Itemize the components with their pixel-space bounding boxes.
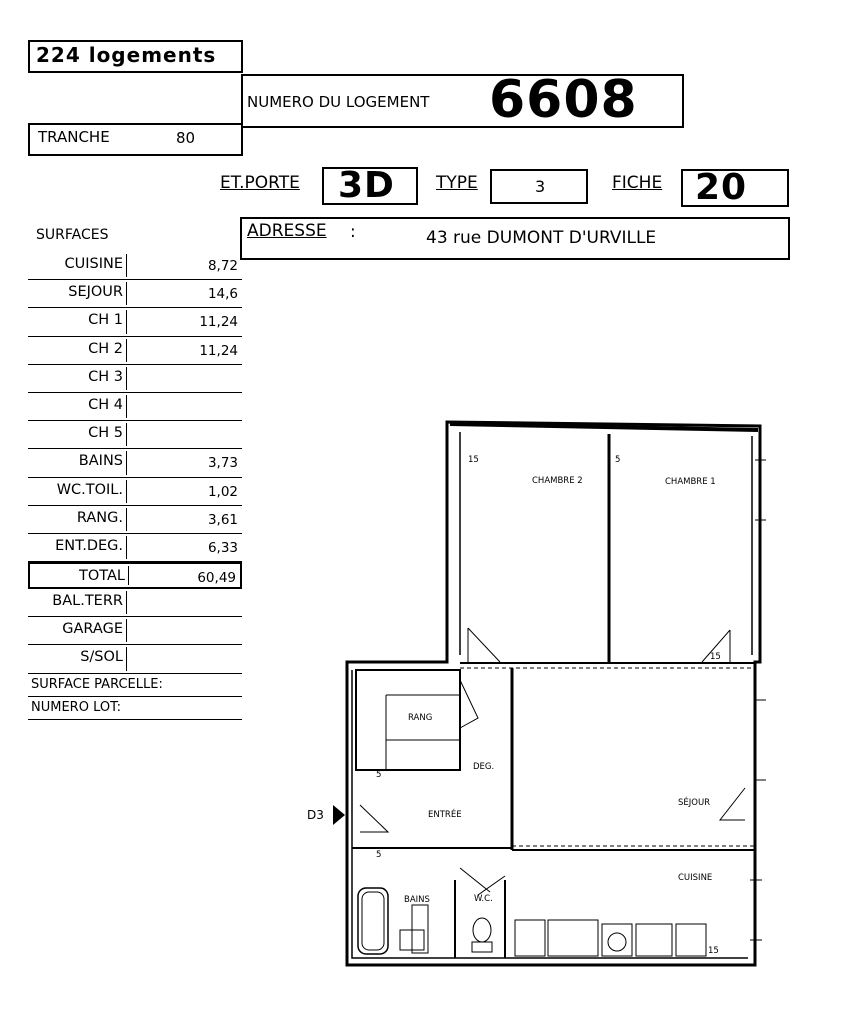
- surface-name: CH 2: [88, 340, 123, 357]
- surface-separator: [126, 423, 127, 446]
- surface-row: [28, 562, 242, 589]
- room-entree: ENTRÉE: [428, 810, 462, 820]
- surface-row: [28, 337, 242, 365]
- door-label: D3: [307, 808, 324, 822]
- room-wc: W.C.: [474, 894, 493, 904]
- surfaces-table: [28, 252, 242, 720]
- adresse-value: 43 rue DUMONT D'URVILLE: [426, 228, 657, 248]
- floor-plan: [300, 400, 780, 980]
- tranche-label: TRANCHE: [38, 128, 110, 146]
- room-chambre2: CHAMBRE 2: [532, 476, 583, 486]
- etporte-value: 3D: [338, 165, 395, 206]
- numero-box: [241, 70, 684, 130]
- surface-separator: [128, 566, 129, 585]
- numero-label: NUMERO DU LOGEMENT: [247, 93, 430, 111]
- room-chambre1: CHAMBRE 1: [665, 477, 716, 487]
- surface-row: [28, 478, 242, 506]
- surface-separator: [126, 591, 127, 614]
- etporte-box: [322, 167, 418, 205]
- surface-name: RANG.: [76, 509, 123, 526]
- surface-row: [28, 308, 242, 336]
- surface-row: [28, 449, 242, 477]
- adresse-colon: :: [350, 222, 356, 242]
- surface-name: BAINS: [78, 453, 123, 470]
- surface-separator: [126, 310, 127, 333]
- surface-row: [28, 506, 242, 534]
- logements-count: 224 logements: [36, 43, 217, 67]
- surface-name: CUISINE: [64, 256, 123, 272]
- plan-mark-6: 15: [708, 946, 719, 956]
- surface-name: BAL.TERR: [52, 593, 123, 610]
- surface-row: [28, 645, 242, 673]
- surface-separator: [126, 480, 127, 503]
- surface-parcelle-row: [28, 674, 242, 697]
- surface-name: CH 5: [88, 425, 123, 442]
- plan-mark-5: 5: [376, 850, 382, 860]
- surface-value: 60,49: [197, 570, 236, 587]
- surface-value: 3,61: [207, 511, 238, 528]
- surface-name: GARAGE: [62, 621, 123, 638]
- room-sejour: SÉJOUR: [678, 798, 711, 808]
- surface-separator: [126, 367, 127, 390]
- surface-value: 8,72: [207, 258, 238, 274]
- surface-name: TOTAL: [79, 568, 125, 585]
- type-value: 3: [535, 177, 546, 196]
- type-box: [490, 169, 588, 204]
- surface-name: SEJOUR: [68, 284, 123, 301]
- tranche-box: [28, 123, 243, 156]
- surface-name: WC.TOIL.: [56, 481, 123, 498]
- surface-row: [28, 589, 242, 617]
- entrance-arrow-icon: [333, 805, 345, 825]
- surface-row: [28, 534, 242, 562]
- surface-name: CH 1: [88, 312, 123, 329]
- surface-value: 11,24: [199, 342, 238, 359]
- room-deg: DEG.: [473, 762, 495, 772]
- room-rang: RANG: [408, 713, 433, 723]
- wall-outer: [347, 422, 760, 965]
- surface-value: 11,24: [199, 314, 238, 331]
- plan-mark-4: 5: [376, 770, 382, 780]
- surface-parcelle-label: SURFACE PARCELLE:: [31, 676, 163, 692]
- surface-separator: [126, 536, 127, 559]
- surface-separator: [126, 647, 127, 670]
- type-label: TYPE: [436, 173, 478, 193]
- surface-separator: [126, 619, 127, 642]
- surface-separator: [126, 339, 127, 362]
- fiche-box: [681, 169, 789, 207]
- surfaces-title: SURFACES: [36, 227, 109, 243]
- surface-row: [28, 280, 242, 308]
- surface-separator: [126, 254, 127, 277]
- surface-separator: [126, 395, 127, 418]
- surface-name: CH 4: [88, 396, 123, 413]
- surface-separator: [126, 282, 127, 305]
- surface-row: [28, 617, 242, 645]
- plan-mark-2: 5: [615, 455, 621, 465]
- logements-box: [28, 40, 243, 73]
- surface-value: 3,73: [207, 455, 238, 472]
- plan-mark-1: 15: [468, 455, 479, 465]
- numero-value: 6608: [489, 70, 638, 130]
- surface-name: S/SOL: [80, 649, 123, 666]
- surface-value: 1,02: [207, 483, 238, 500]
- etporte-label: ET.PORTE: [220, 173, 300, 193]
- surface-row: [28, 393, 242, 421]
- tranche-value: 80: [176, 129, 196, 147]
- surface-separator: [126, 451, 127, 474]
- surface-row: [28, 421, 242, 449]
- surface-value: 6,33: [207, 539, 238, 556]
- adresse-box: [240, 217, 790, 260]
- surface-row: [28, 365, 242, 393]
- surface-name: ENT.DEG.: [55, 537, 123, 554]
- surface-separator: [126, 508, 127, 531]
- surface-value: 14,6: [207, 286, 238, 303]
- adresse-label: ADRESSE: [247, 221, 327, 241]
- fiche-value: 20: [695, 167, 748, 208]
- numero-lot-label: NUMERO LOT:: [31, 699, 121, 715]
- surface-name: CH 3: [88, 368, 123, 385]
- room-bains: BAINS: [404, 895, 430, 905]
- numero-lot-row: [28, 697, 242, 720]
- plan-mark-3: 15: [710, 652, 721, 662]
- fiche-label: FICHE: [612, 173, 663, 193]
- surface-row: [28, 252, 242, 280]
- room-cuisine: CUISINE: [678, 873, 713, 883]
